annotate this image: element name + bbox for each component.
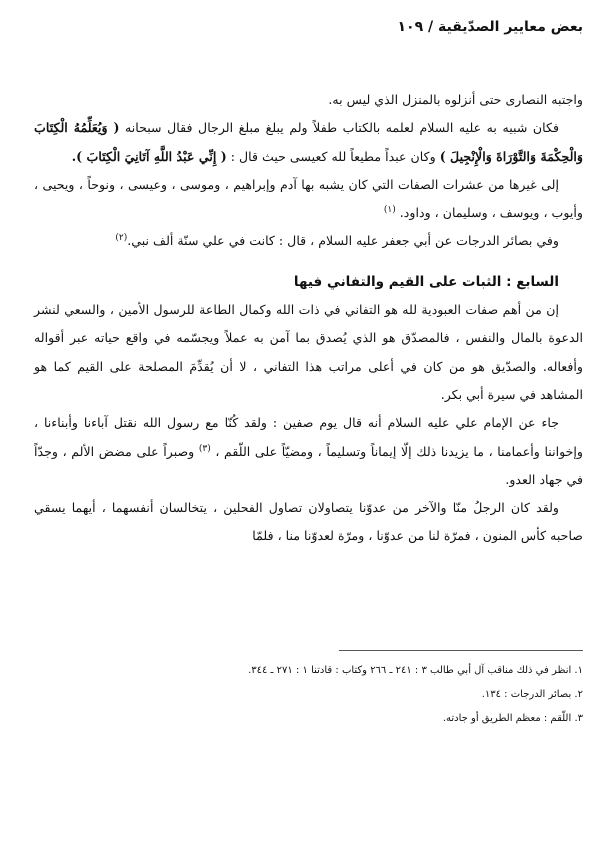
paragraph (34, 409, 583, 494)
paragraph (34, 86, 583, 114)
quran-verse: ( وَيُعَلِّمُهُ الْكِتَابَ وَالْحِكْمَةَ وَالتَّوْرَاةَ وَالْإِنْجِيلَ ) (34, 120, 583, 164)
paragraph (34, 494, 583, 551)
paragraph-text: وصبراً على مضض الألم ، وجدّاً في جهاد العدو. (34, 443, 583, 487)
paragraph-text: ولقد كان الرجلُ منّا والآخر من عدوّنا يتصاولان تصاول الفحلين ، يتخالسان أنفسهما ، أيهما يسقي صاحبه كأس المنون ، فمرّة لنا من عدوّنا ، ومرّة لعدوّنا منا ، فلمّا (34, 500, 583, 544)
paragraph (34, 171, 583, 228)
footnote: ٢. بصائر الدرجات : ١٣٤. (481, 689, 583, 700)
paragraph (34, 114, 583, 171)
paragraph (34, 296, 583, 409)
section-heading: السابع : الثبات على القيم والتفاني فيها (293, 273, 559, 290)
footnote: ١. انظر في ذلك مناقب آل أبي طالب ٣ : ٢٤١ ـ ٢٦٦ وكتاب : قادتنا ١ : ٢٧١ ـ ٣٤٤. (248, 665, 583, 676)
paragraph-text: فكان شبيه به عليه السلام لعلمه بالكتاب طفلاً ولم يبلغ مبلغ الرجال فقال سبحانه (125, 120, 559, 136)
footnote-ref: (٣) (198, 443, 211, 454)
paragraph-text: إلى غيرها من عشرات الصفات التي كان يشبه بها آدم وإبراهيم ، وموسى ، وعيسى ، ونوحاً ، ويحيى ، وأيوب ، ويوسف ، وسليمان ، وداود. (34, 176, 583, 221)
footnote-divider (339, 650, 583, 651)
paragraph (34, 227, 583, 255)
footnotes (30, 659, 583, 731)
paragraph-text: إن من أهم صفات العبودية لله هو التفاني في ذات الله وكمال الطاعة للرسول الأمين ، والسعي لنشر الدعوة بالمال والنفس ، فالمصدّق هو الذي يُصدق بما آمن به عملاً ويجسّمه في واقع حياته عبر أقواله وأفعاله. والصدّيق هو من كان في أعلى مراتب هذا التفاني ، لا أن يُقدِّمَ المصلحة على القيم كما هو المشاهد في سيرة أبي بكر. (34, 302, 583, 402)
paragraph-text: جاء عن الإمام علي عليه السلام أنه قال يوم صفين : ولقد كُنّا مع رسول الله نقتل آباءنا وأبناءنا ، وإخواننا وأعمامنا ، ما يزيدنا ذلك إلّا إيماناً وتسليماً ، ومضيّاً على اللّقم ، (34, 415, 583, 459)
footnote: ٣. اللّقم : معظم الطريق أو جادته. (442, 713, 583, 724)
paragraph-text: وفي بصائر الدرجات عن أبي جعفر عليه السلام ، قال : كانت في علي سنّة ألف نبي. (127, 233, 559, 249)
running-header: بعض معايير الصدّيقية / ١٠٩ (397, 19, 583, 35)
paragraph-text: وكان عبداً مطيعاً لله كعيسى حيث قال : (230, 148, 436, 164)
paragraph-text: واجتبه النصارى حتى أنزلوه بالمنزل الذي ليس به. (328, 92, 583, 107)
footnote-ref: (٢) (115, 233, 128, 244)
quran-verse: ( إِنِّي عَبْدُ اللَّهِ آتَانِيَ الْكِتَابَ ). (71, 148, 227, 164)
footnote-ref: (١) (383, 205, 396, 215)
main-text (34, 86, 583, 551)
